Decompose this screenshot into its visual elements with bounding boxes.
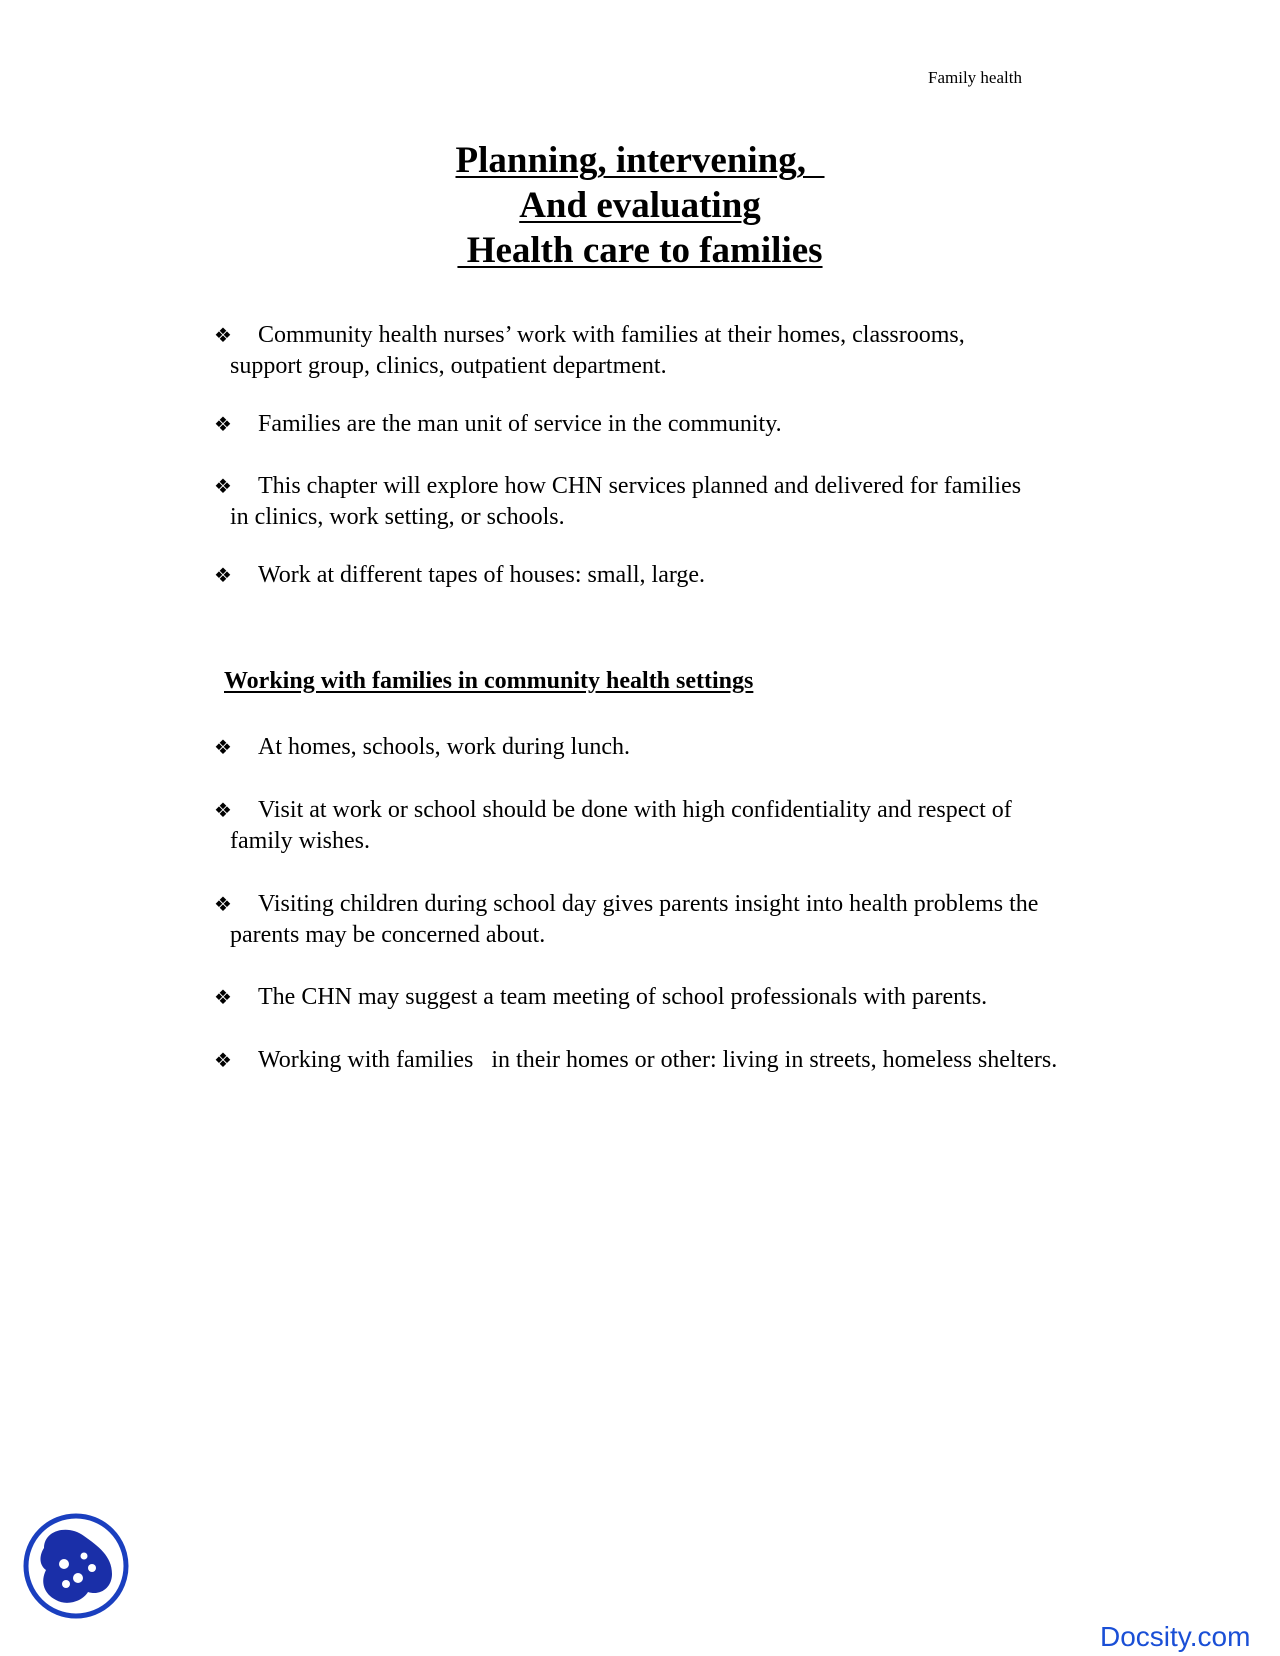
list-item bbox=[214, 795, 1194, 857]
list-item-text-cont: in clinics, work setting, or schools. bbox=[230, 504, 565, 530]
list-item-text: Community health nurses’ work with families at their homes, classrooms, bbox=[258, 322, 965, 348]
list-item bbox=[214, 732, 1194, 763]
list-item-text-cont: parents may be concerned about. bbox=[230, 922, 546, 948]
bullet-icon: ❖ bbox=[214, 735, 232, 759]
list-item-text: Visiting children during school day gives parents insight into health problems the bbox=[258, 891, 1039, 917]
list-item-text: Families are the man unit of service in the community. bbox=[258, 411, 782, 437]
bullet-icon: ❖ bbox=[214, 323, 232, 347]
title-line-1: Planning, intervening, bbox=[455, 140, 825, 181]
bullet-icon: ❖ bbox=[214, 412, 232, 436]
list-item-text: Working with families in their homes or other: living in streets, homeless shelters. bbox=[258, 1047, 1058, 1073]
list-item bbox=[214, 1045, 1194, 1076]
list-item-text-cont: family wishes. bbox=[230, 828, 370, 854]
page-header: Family health bbox=[928, 68, 1022, 87]
list-item-text-cont: support group, clinics, outpatient department. bbox=[230, 353, 667, 379]
list-item-text: Visit at work or school should be done with high confidentiality and respect of bbox=[258, 797, 1012, 823]
title-line-3: Health care to families bbox=[457, 230, 823, 271]
list-item bbox=[214, 320, 1194, 382]
bullet-icon: ❖ bbox=[214, 892, 232, 916]
bullet-icon: ❖ bbox=[214, 563, 232, 587]
bullet-icon: ❖ bbox=[214, 985, 232, 1009]
bullet-icon: ❖ bbox=[214, 474, 232, 498]
title-line-2: And evaluating bbox=[519, 185, 761, 226]
docsity-brand-link[interactable]: Docsity.com bbox=[1100, 1621, 1251, 1652]
list-item bbox=[214, 409, 1194, 440]
bullet-icon: ❖ bbox=[214, 1048, 232, 1072]
list-item-text: Work at different tapes of houses: small, large. bbox=[258, 562, 706, 588]
list-item bbox=[214, 982, 1194, 1013]
list-item-text: The CHN may suggest a team meeting of school professionals with parents. bbox=[258, 984, 988, 1010]
list-item-text: At homes, schools, work during lunch. bbox=[258, 734, 630, 760]
list-item bbox=[214, 889, 1194, 951]
section-heading: Working with families in community health settings bbox=[224, 668, 754, 694]
list-item-text: This chapter will explore how CHN services planned and delivered for families bbox=[258, 473, 1022, 499]
list-item bbox=[214, 471, 1194, 533]
docsity-logo-icon[interactable] bbox=[22, 1512, 130, 1620]
list-item bbox=[214, 560, 1194, 591]
page-title bbox=[0, 138, 1280, 273]
bullet-icon: ❖ bbox=[214, 798, 232, 822]
